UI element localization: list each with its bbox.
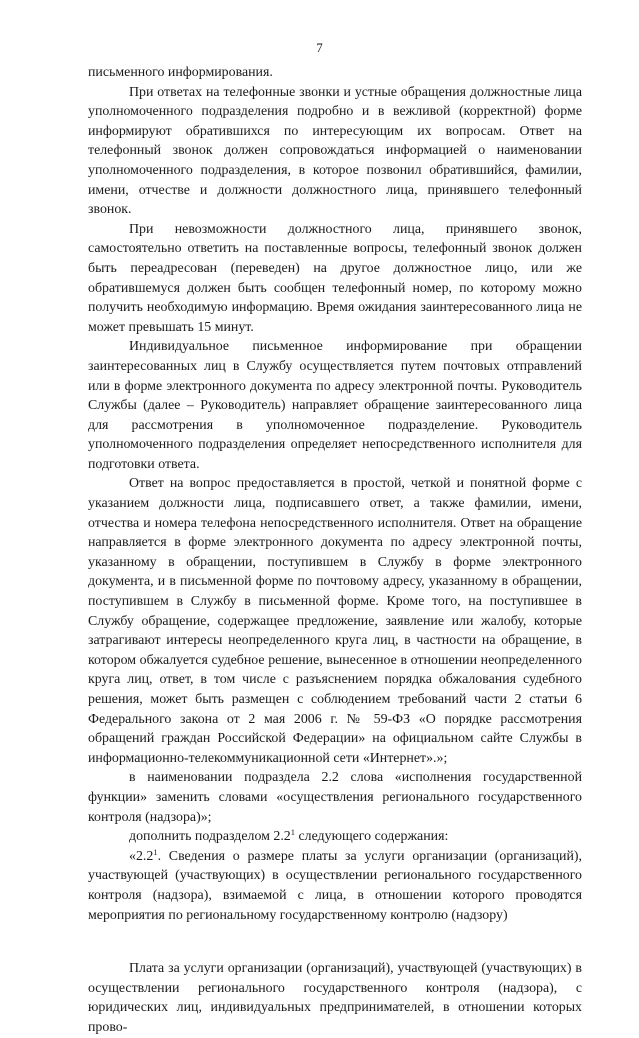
paragraph: в наименовании подраздела 2.2 слова «исполнения государственной функции» заменить словами «осуществления регионального государственного контроля (надзора)»; <box>88 770 582 825</box>
document-body <box>88 63 582 1038</box>
paragraph-text: . Сведения о размере платы за услуги организации (организаций), участвующей (участвующих) в осуществлении регионального государственного контроля (надзора), взимаемой с лица, в отношении которого проводятся мероприятия по региональному государственному контролю (надзору) <box>88 848 582 923</box>
paragraph-text: следующего содержания: <box>295 829 449 845</box>
page-number: 7 <box>316 40 323 55</box>
paragraph <box>88 827 582 847</box>
paragraph-text: дополнить подразделом 2.2 <box>129 829 291 845</box>
paragraph: При невозможности должностного лица, принявшего звонок, самостоятельно ответить на поставленные вопросы, телефонный звонок должен быть переадресован (переведен) на другое должностное лицо, или же обратившемуся должен быть сообщен телефонный номер, по которому можно получить необходимую информацию. Время ожидания заинтересованного лица не может превышать 15 минут. <box>88 221 582 335</box>
paragraph-text: «2.2 <box>129 848 154 864</box>
paragraph: Ответ на вопрос предоставляется в простой, четкой и понятной форме с указанием должности лица, подписавшего ответ, а также фамилии, имени, отчества и номера телефона непосредственного исполнителя. Ответ на обращение направляется в форме электронного документа по адресу электронной почты, указанному в обращении, поступившем в Службу в форме электронного документа, и в письменной форме по почтовому адресу, указанному в обращении, поступившем в Службу в письменной форме. Кроме того, на поступившее в Службу обращение, содержащее предложение, заявление или жалобу, которые затрагивают интересы неопределенного круга лиц, в частности на обращение, в котором обжалуется судебное решение, вынесенное в отношении неопределенного круга лиц, ответ, в том числе с разъяснением порядка обжалования судебного решения, может быть размещен с соблюдением требований части 2 статьи 6 Федерального закона от 2 мая 2006 г. № 59-ФЗ «О порядке рассмотрения обращений граждан Российской Федерации» на официальном сайте Службы в информационно-телекоммуникационной сети «Интернет».»; <box>88 476 582 766</box>
superscript: 1 <box>153 846 158 857</box>
superscript: 1 <box>290 827 295 838</box>
paragraph: Плата за услуги организации (организаций), участвующей (участвующих) в осуществлении регионального государственного контроля (надзора), с юридических лиц, индивидуальных предпринимателей, в отношении которых прово- <box>88 961 582 1035</box>
paragraph <box>88 847 582 925</box>
paragraph: Индивидуальное письменное информирование при обращении заинтересованных лиц в Службу осуществляется путем почтовых отправлений или в форме электронного документа по адресу электронной почты. Руководитель Службы (далее – Руководитель) направляет обращение заинтересованного лица для рассмотрения в уполномоченное подразделение. Руководитель уполномоченного подразделения определяет непосредственного исполнителя для подготовки ответа. <box>88 339 582 472</box>
paragraph: При ответах на телефонные звонки и устные обращения должностные лица уполномоченного подразделения подробно и в вежливой (корректной) форме информируют обратившихся по интересующим их вопросам. Ответ на телефонный звонок должен сопровождаться информацией о наименовании уполномоченного подразделения, в которое позвонил обратившийся, фамилии, имени, отчестве и должности должностного лица, принявшего телефонный звонок. <box>88 84 582 218</box>
paragraph: письменного информирования. <box>88 65 273 80</box>
